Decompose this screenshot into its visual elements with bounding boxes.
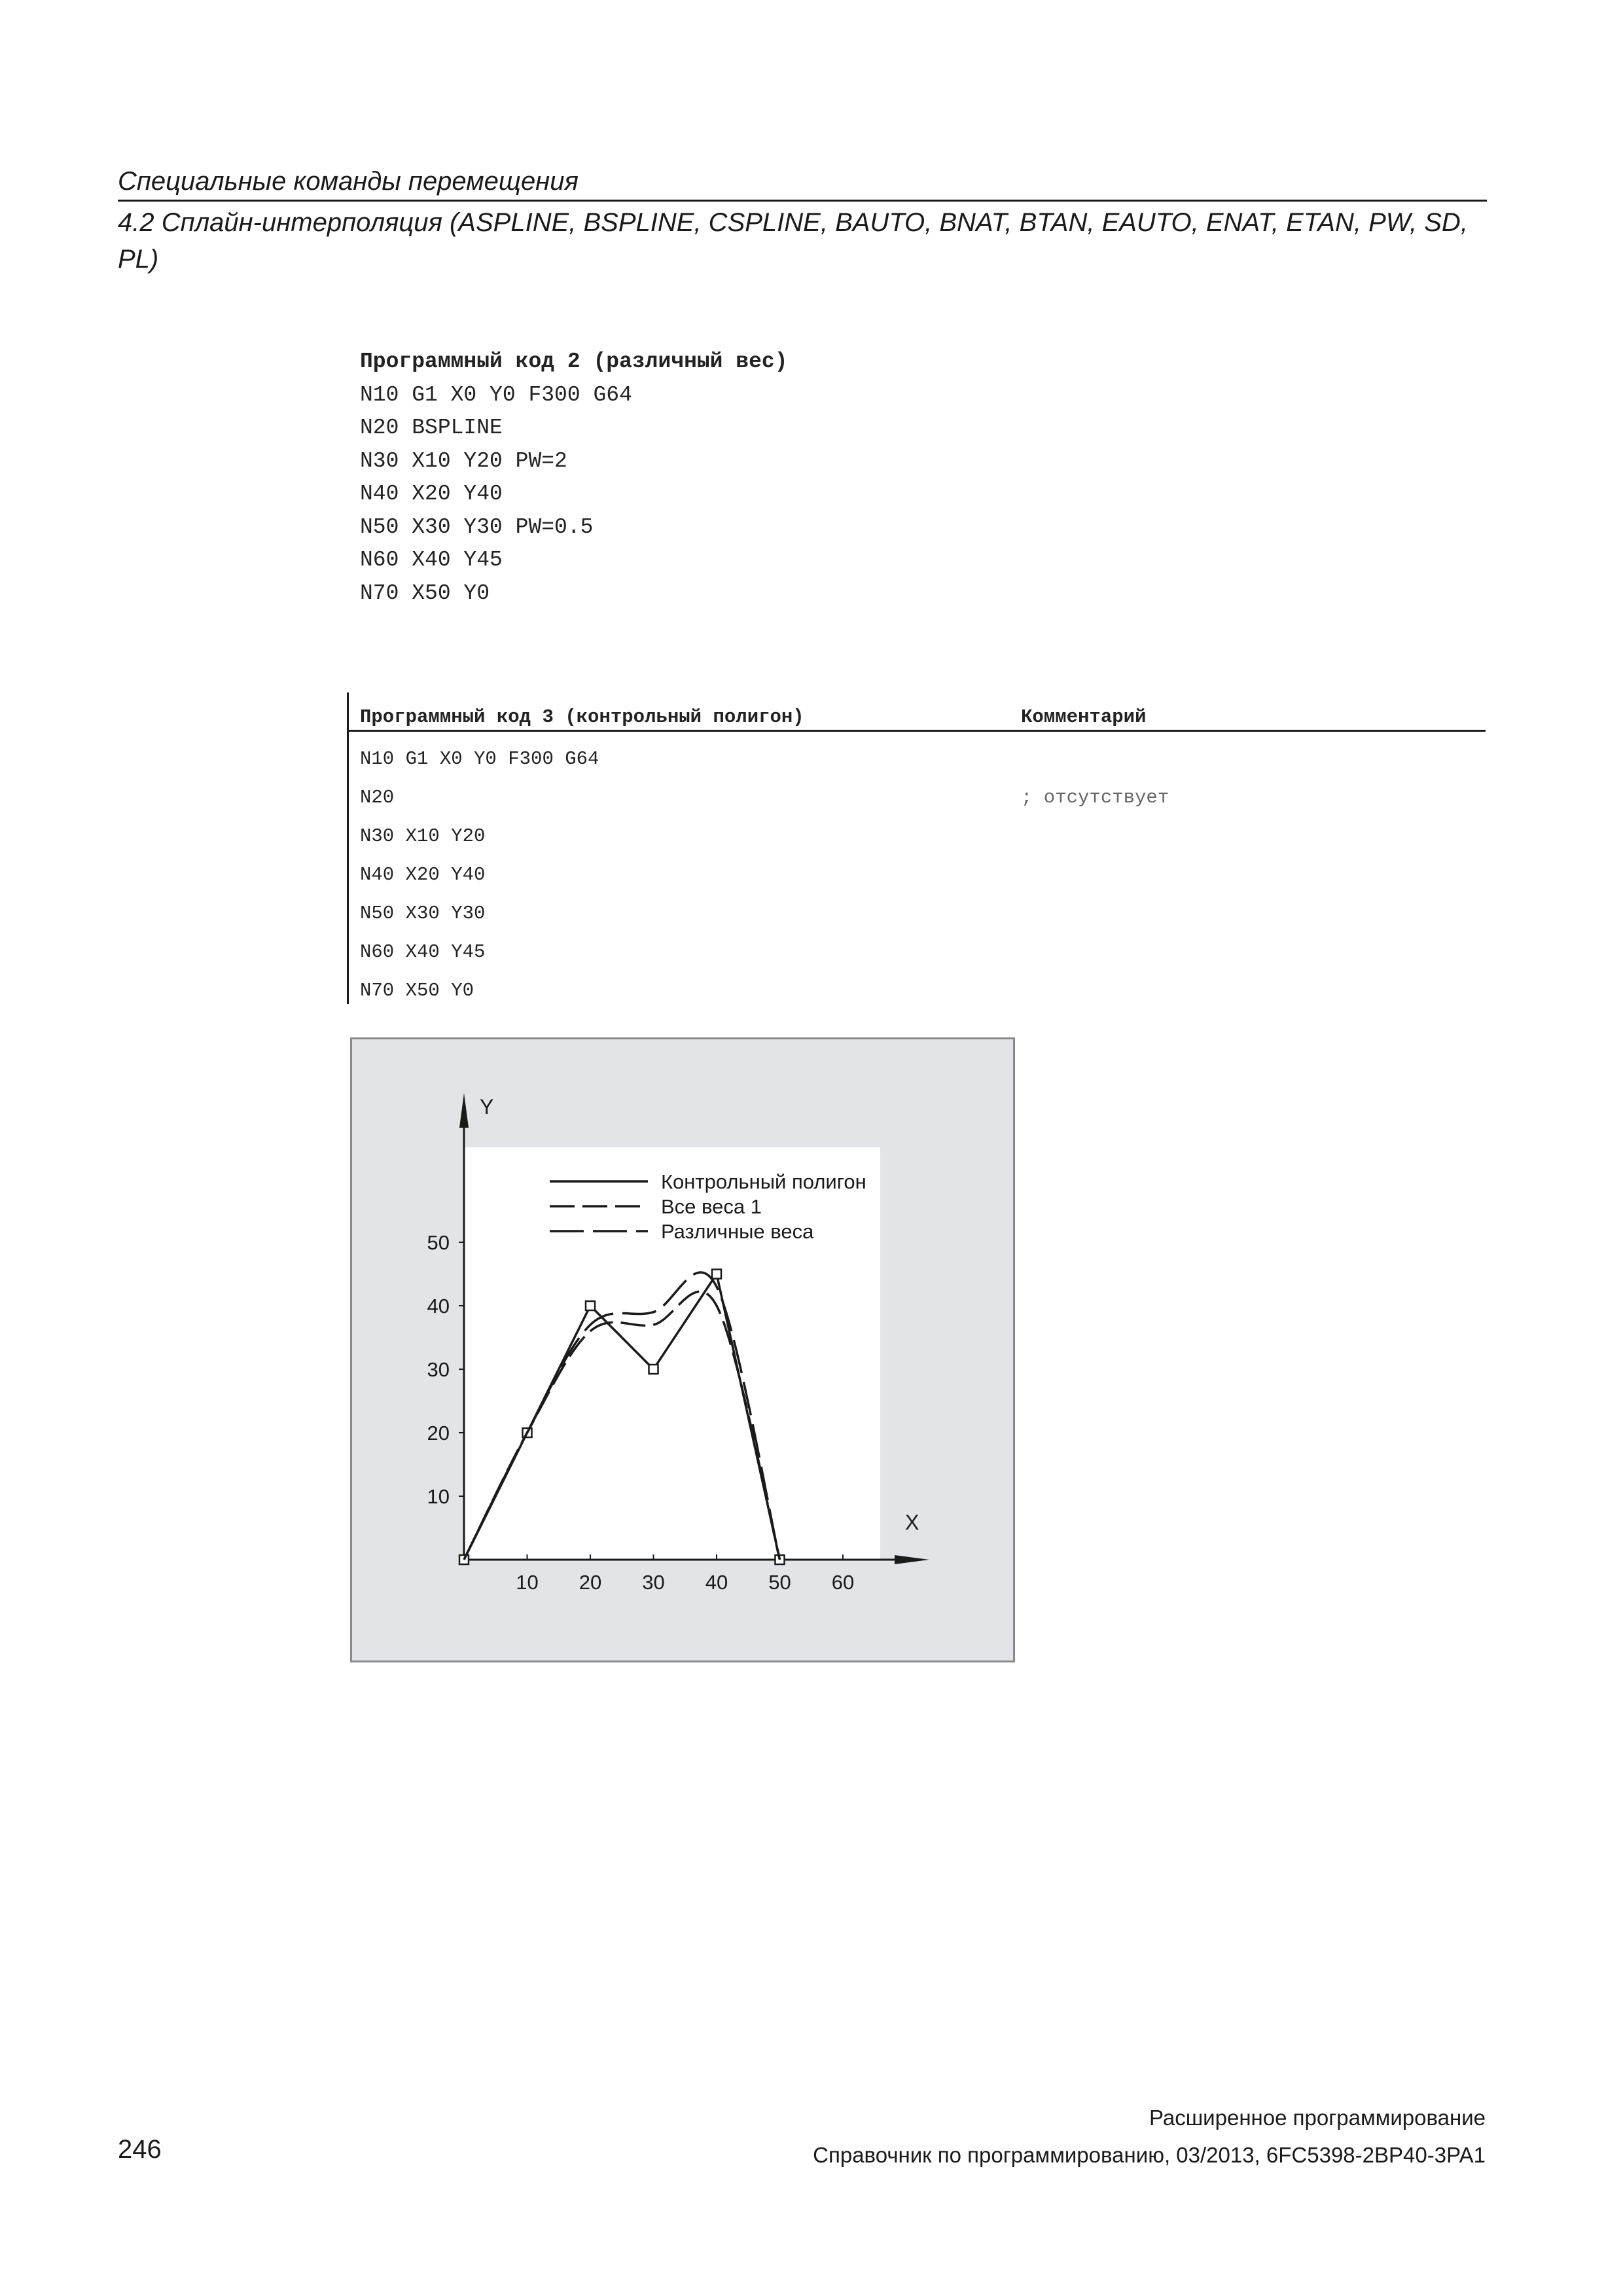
y-tick-label: 10 bbox=[427, 1485, 450, 1508]
running-header-chapter: 4.2 Сплайн-интерполяция (ASPLINE, BSPLINE, CSPLINE, BAUTO, BNAT, BTAN, EAUTO, ENAT, ETAN, PW, SD, PL) bbox=[118, 208, 1468, 274]
legend-label: Все веса 1 bbox=[661, 1195, 762, 1218]
table-row-comment: ; отсутствует bbox=[1021, 787, 1169, 808]
y-axis-label: Y bbox=[480, 1095, 494, 1119]
x-tick-label: 10 bbox=[516, 1571, 539, 1594]
code-listing-2-title: Программный код 2 (различный вес) bbox=[360, 350, 788, 374]
x-tick-label: 40 bbox=[705, 1571, 728, 1594]
code-line: N10 G1 X0 Y0 F300 G64 bbox=[360, 382, 632, 407]
legend-label: Различные веса bbox=[661, 1220, 814, 1243]
table-header-comment: Комментарий bbox=[1021, 706, 1147, 728]
y-tick-label: 40 bbox=[427, 1295, 450, 1318]
table-header-code: Программный код 3 (контрольный полигон) bbox=[360, 706, 804, 728]
y-tick-label: 20 bbox=[427, 1422, 450, 1444]
code-listing-2 bbox=[360, 346, 788, 610]
table-left-bar bbox=[347, 692, 349, 1004]
table-row-code: N50 X30 Y30 bbox=[360, 903, 486, 924]
legend-label: Контрольный полигон bbox=[661, 1170, 866, 1193]
code-table-3 bbox=[347, 692, 1486, 1000]
table-row-code: N20 bbox=[360, 787, 395, 808]
x-tick-label: 50 bbox=[768, 1571, 791, 1594]
spline-figure bbox=[350, 1037, 1015, 1662]
code-line: N60 X40 Y45 bbox=[360, 548, 503, 572]
x-axis-label: X bbox=[905, 1511, 919, 1534]
y-tick-label: 50 bbox=[427, 1231, 450, 1254]
table-row-code: N30 X10 Y20 bbox=[360, 825, 486, 847]
footer-reference: Справочник по программированию, 03/2013, 6FC5398-2BP40-3PA1 bbox=[813, 2143, 1486, 2167]
x-tick-label: 60 bbox=[831, 1571, 855, 1594]
code-line: N30 X10 Y20 PW=2 bbox=[360, 448, 567, 473]
control-point-marker bbox=[649, 1365, 658, 1374]
table-row-code: N40 X20 Y40 bbox=[360, 864, 486, 886]
y-tick-label: 30 bbox=[427, 1358, 450, 1381]
table-row-code: N10 G1 X0 Y0 F300 G64 bbox=[360, 748, 599, 770]
control-point-marker bbox=[712, 1270, 721, 1279]
table-header-rule bbox=[347, 730, 1486, 732]
table-row-code: N60 X40 Y45 bbox=[360, 941, 486, 963]
table-row-code: N70 X50 Y0 bbox=[360, 980, 474, 1001]
page-number: 246 bbox=[118, 2135, 162, 2164]
spline-chart bbox=[350, 1037, 1015, 1662]
x-tick-label: 20 bbox=[579, 1571, 602, 1594]
footer-book-title: Расширенное программирование bbox=[1149, 2106, 1486, 2130]
control-point-marker bbox=[586, 1301, 595, 1310]
code-line: N20 BSPLINE bbox=[360, 416, 503, 440]
code-line: N40 X20 Y40 bbox=[360, 482, 503, 506]
code-line: N70 X50 Y0 bbox=[360, 581, 490, 605]
running-header-section: Специальные команды перемещения bbox=[118, 167, 579, 196]
header-rule bbox=[118, 200, 1487, 202]
code-line: N50 X30 Y30 PW=0.5 bbox=[360, 514, 594, 539]
x-tick-label: 30 bbox=[642, 1571, 665, 1594]
